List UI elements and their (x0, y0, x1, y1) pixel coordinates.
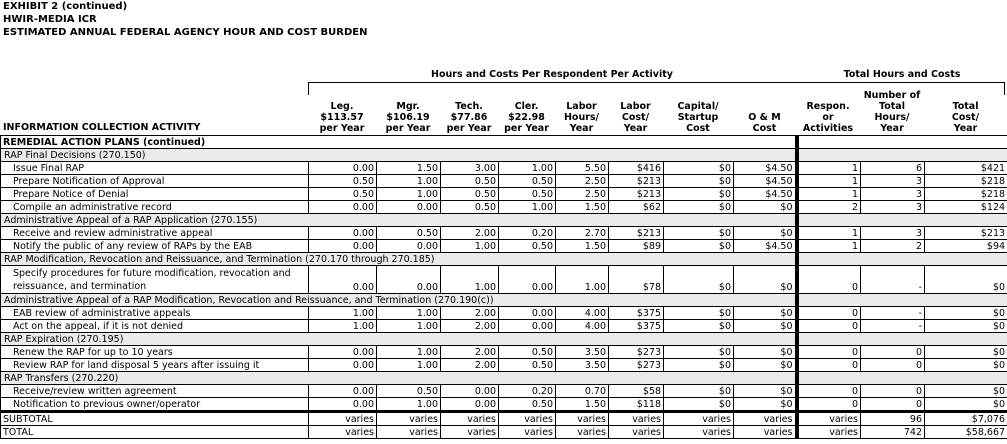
value-cell: 0.00 (377, 240, 441, 253)
value-cell: - (861, 266, 925, 294)
value-cell: 1.00 (377, 346, 441, 359)
column-header-tech (440, 84, 498, 134)
value-cell: 4.00 (556, 320, 609, 333)
value-cell: $0 (664, 227, 734, 240)
value-cell: 1.00 (556, 266, 609, 294)
value-cell: 2.00 (441, 346, 499, 359)
activity-cell: Prepare Notice of Denial (1, 188, 309, 201)
group-total: Total Hours and Costs (843, 69, 961, 80)
value-cell: varies (499, 412, 556, 426)
table-row (1, 359, 1007, 372)
value-cell: 0.20 (499, 385, 556, 398)
value-cell: $124 (925, 201, 1007, 214)
table-row (1, 320, 1007, 333)
value-cell: 3 (861, 188, 925, 201)
number-of-label: Number of (863, 90, 921, 101)
value-cell: 1.00 (441, 240, 499, 253)
value-cell: varies (664, 412, 734, 426)
table-row (1, 188, 1007, 201)
value-cell: varies (609, 412, 664, 426)
section-header-row (1, 294, 1007, 307)
section-fill (797, 214, 1007, 227)
column-header-line: or (822, 112, 834, 123)
value-cell: 96 (861, 412, 925, 426)
value-cell: 0.00 (309, 162, 377, 175)
activity-cell: TOTAL (1, 426, 309, 439)
value-cell: $0 (734, 385, 797, 398)
activity-column-header: INFORMATION COLLECTION ACTIVITY (3, 122, 201, 133)
value-cell: $4.50 (734, 188, 797, 201)
value-cell: 1.00 (309, 320, 377, 333)
value-cell: varies (734, 426, 797, 439)
value-cell: $0 (664, 175, 734, 188)
value-cell: $0 (925, 385, 1007, 398)
total-row (1, 426, 1007, 439)
value-cell: $0 (664, 398, 734, 412)
column-header-line: Cost (752, 123, 777, 134)
activity-cell: Notify the public of any review of RAPs by the EAB (1, 240, 309, 253)
exhibit-title: EXHIBIT 2 (continued) (3, 1, 128, 12)
value-cell: 4.00 (556, 307, 609, 320)
section-title: RAP Transfers (270.220) (1, 372, 797, 385)
value-cell: 5.50 (556, 162, 609, 175)
value-cell: 1.00 (499, 201, 556, 214)
column-header-line: Hours/ (563, 112, 600, 123)
value-cell: 3.50 (556, 359, 609, 372)
activity-cell: Renew the RAP for up to 10 years (1, 346, 309, 359)
value-cell: 1 (797, 240, 861, 253)
value-cell: $0 (664, 240, 734, 253)
value-cell: $4.50 (734, 240, 797, 253)
column-header-line: Tech. (455, 101, 483, 112)
section-header-row (1, 253, 1007, 266)
value-cell: 0.00 (441, 398, 499, 412)
value-cell: $0 (664, 320, 734, 333)
value-cell: 0.00 (309, 201, 377, 214)
value-cell: $0 (925, 320, 1007, 333)
section-title: Administrative Appeal of a RAP Modification, Revocation and Reissuance, and Termination (270.190(c)) (1, 294, 797, 307)
section-header-row (1, 333, 1007, 346)
value-cell: 0 (797, 385, 861, 398)
value-cell: 0.00 (309, 359, 377, 372)
value-cell: 0 (861, 385, 925, 398)
value-cell: 1 (797, 175, 861, 188)
value-cell: $0 (734, 227, 797, 240)
section-title: REMEDIAL ACTION PLANS (continued) (1, 136, 797, 149)
value-cell: 3 (861, 227, 925, 240)
value-cell: 0.00 (309, 240, 377, 253)
value-cell: varies (499, 426, 556, 439)
value-cell: $273 (609, 359, 664, 372)
value-cell: 0.50 (499, 359, 556, 372)
table-row (1, 307, 1007, 320)
value-cell: 1.50 (556, 398, 609, 412)
column-header-line: per Year (504, 123, 549, 134)
value-cell: varies (441, 426, 499, 439)
value-cell: 0.00 (309, 266, 377, 294)
value-cell: $213 (609, 188, 664, 201)
value-cell: $0 (925, 266, 1007, 294)
value-cell: $0 (734, 346, 797, 359)
value-cell: 6 (861, 162, 925, 175)
column-header-line: Activities (802, 123, 854, 134)
activity-cell: SUBTOTAL (1, 412, 309, 426)
value-cell: varies (556, 412, 609, 426)
value-cell: varies (309, 412, 377, 426)
value-cell: $213 (609, 227, 664, 240)
column-header-line: $113.57 (320, 112, 364, 123)
value-cell: 0 (797, 359, 861, 372)
value-cell: 0.50 (377, 385, 441, 398)
column-header-line: Labor (620, 101, 651, 112)
value-cell: $0 (734, 307, 797, 320)
section-title: RAP Final Decisions (270.150) (1, 149, 797, 162)
section-fill (797, 372, 1007, 385)
value-cell: 0.00 (499, 266, 556, 294)
value-cell: 3 (861, 201, 925, 214)
value-cell: $0 (664, 307, 734, 320)
value-cell: 2.70 (556, 227, 609, 240)
value-cell: $62 (609, 201, 664, 214)
value-cell: $118 (609, 398, 664, 412)
value-cell: 1 (797, 227, 861, 240)
activity-cell: Prepare Notification of Approval (1, 175, 309, 188)
value-cell: $0 (664, 385, 734, 398)
value-cell: - (861, 307, 925, 320)
value-cell: $58,667 (925, 426, 1007, 439)
value-cell: 0.00 (377, 201, 441, 214)
value-cell: $0 (925, 359, 1007, 372)
section-header-row (1, 372, 1007, 385)
value-cell: $0 (925, 398, 1007, 412)
value-cell: 2.50 (556, 188, 609, 201)
value-cell: 0.50 (309, 175, 377, 188)
value-cell: $0 (664, 359, 734, 372)
section-fill (797, 333, 1007, 346)
value-cell: $375 (609, 320, 664, 333)
value-cell: $218 (925, 175, 1007, 188)
column-header-line: Cler. (514, 101, 539, 112)
column-header-line: Respon. (806, 101, 850, 112)
column-header-line: per Year (385, 123, 431, 134)
section-title: Administrative Appeal of a RAP Application (270.155) (1, 214, 797, 227)
value-cell: $218 (925, 188, 1007, 201)
value-cell: 0.50 (377, 227, 441, 240)
column-header-mgr (376, 84, 440, 134)
column-header-cler (498, 84, 555, 134)
column-header-line: $106.19 (386, 112, 430, 123)
column-header-line: Startup (677, 112, 719, 123)
table-row (1, 240, 1007, 253)
value-cell: varies (664, 426, 734, 439)
value-cell: varies (734, 412, 797, 426)
column-header-total-cost (924, 84, 1007, 134)
table-row (1, 201, 1007, 214)
value-cell: $7,076 (925, 412, 1007, 426)
value-cell: 0.50 (309, 188, 377, 201)
column-header-leg (308, 84, 376, 134)
value-cell: 2.00 (441, 307, 499, 320)
value-cell: 0.50 (499, 398, 556, 412)
column-header-line: Cost/ (951, 112, 980, 123)
table-row (1, 266, 1007, 294)
value-cell: 2.00 (441, 359, 499, 372)
value-cell: 2.00 (441, 320, 499, 333)
column-header-line: Total (952, 101, 979, 112)
activity-cell: Issue Final RAP (1, 162, 309, 175)
value-cell: - (861, 320, 925, 333)
value-cell: 1.00 (309, 307, 377, 320)
value-cell: $213 (609, 175, 664, 188)
value-cell: 1.00 (377, 307, 441, 320)
subtotal-row (1, 412, 1007, 426)
value-cell: 1.00 (377, 188, 441, 201)
value-cell: 0.50 (441, 188, 499, 201)
column-header-line: $77.86 (450, 112, 488, 123)
value-cell: 2 (861, 240, 925, 253)
value-cell: $4.50 (734, 175, 797, 188)
column-header-total-hours (860, 84, 924, 134)
table-row (1, 175, 1007, 188)
column-header-line: Hours/ (874, 112, 910, 123)
icr-title: HWIR-MEDIA ICR (3, 14, 97, 25)
column-header-line: Leg. (330, 101, 354, 112)
column-header-labor-hours (555, 84, 608, 134)
value-cell: $89 (609, 240, 664, 253)
value-cell: 1.50 (556, 240, 609, 253)
value-cell: 1.00 (377, 359, 441, 372)
value-cell: 742 (861, 426, 925, 439)
activity-cell: Specify procedures for future modification, revocation and reissuance, and termination (1, 266, 309, 294)
activity-cell: Act on the appeal, if it is not denied (1, 320, 309, 333)
value-cell: 1.50 (556, 201, 609, 214)
value-cell: 1 (797, 162, 861, 175)
column-header-line: Labor (566, 101, 597, 112)
value-cell: $0 (664, 162, 734, 175)
column-header-labor-cost (608, 84, 663, 134)
activity-cell: Notification to previous owner/operator (1, 398, 309, 412)
value-cell: 2 (797, 201, 861, 214)
value-cell: 0.00 (309, 227, 377, 240)
value-cell: 0.00 (309, 398, 377, 412)
group-per-activity: Hours and Costs Per Respondent Per Activity (431, 69, 673, 80)
value-cell: 0.70 (556, 385, 609, 398)
value-cell: $0 (734, 320, 797, 333)
activity-cell: Receive/review written agreement (1, 385, 309, 398)
column-header-line: O & M (748, 112, 781, 123)
section-title: RAP Modification, Revocation and Reissuance, and Termination (270.170 through 270.185) (1, 253, 797, 266)
value-cell: 0.20 (499, 227, 556, 240)
value-cell: 3 (861, 175, 925, 188)
value-cell: $0 (925, 346, 1007, 359)
value-cell: 0.50 (441, 201, 499, 214)
value-cell: $58 (609, 385, 664, 398)
value-cell: 1.00 (377, 398, 441, 412)
section-fill (797, 253, 1007, 266)
value-cell: $416 (609, 162, 664, 175)
column-header-line: Year (880, 123, 904, 134)
activity-cell: EAB review of administrative appeals (1, 307, 309, 320)
value-cell: 0.00 (441, 385, 499, 398)
value-cell: 0.50 (499, 240, 556, 253)
value-cell: $213 (925, 227, 1007, 240)
value-cell: 0.50 (499, 346, 556, 359)
value-cell: 0 (861, 346, 925, 359)
column-header-line: $22.98 (508, 112, 545, 123)
column-header-line: per Year (319, 123, 365, 134)
section-header-row (1, 214, 1007, 227)
value-cell: 0 (797, 398, 861, 412)
value-cell: 1.00 (441, 266, 499, 294)
value-cell: 0 (861, 359, 925, 372)
value-cell: varies (377, 412, 441, 426)
section-fill (797, 294, 1007, 307)
value-cell: 0.00 (309, 385, 377, 398)
value-cell: 0 (861, 398, 925, 412)
value-cell: 2.00 (441, 227, 499, 240)
column-header-capital (663, 84, 733, 134)
value-cell: 3.00 (441, 162, 499, 175)
value-cell: 0.50 (499, 188, 556, 201)
value-cell: $0 (664, 266, 734, 294)
value-cell: varies (797, 412, 861, 426)
value-cell: 0.00 (377, 266, 441, 294)
column-header-respon (796, 84, 860, 134)
table-row (1, 227, 1007, 240)
value-cell: varies (309, 426, 377, 439)
value-cell: varies (556, 426, 609, 439)
value-cell: 1.00 (499, 162, 556, 175)
value-cell: 0.50 (499, 175, 556, 188)
value-cell: varies (377, 426, 441, 439)
value-cell: $421 (925, 162, 1007, 175)
value-cell: $0 (925, 307, 1007, 320)
value-cell: 0.00 (499, 307, 556, 320)
value-cell: 0.00 (499, 320, 556, 333)
section-title: RAP Expiration (270.195) (1, 333, 797, 346)
activity-cell: Receive and review administrative appeal (1, 227, 309, 240)
column-header-line: Year (623, 123, 648, 134)
section-fill (797, 136, 1007, 149)
activity-cell: Review RAP for land disposal 5 years after issuing it (1, 359, 309, 372)
value-cell: $0 (734, 201, 797, 214)
value-cell: 0 (797, 307, 861, 320)
burden-title: ESTIMATED ANNUAL FEDERAL AGENCY HOUR AND COST BURDEN (3, 27, 368, 38)
column-header-line: per Year (446, 123, 492, 134)
column-header-line: Total (879, 101, 905, 112)
column-header-line: Year (569, 123, 594, 134)
value-cell: $4.50 (734, 162, 797, 175)
value-cell: 0.50 (441, 175, 499, 188)
value-cell: varies (797, 426, 861, 439)
value-cell: $273 (609, 346, 664, 359)
value-cell: 0 (797, 346, 861, 359)
value-cell: 0 (797, 320, 861, 333)
value-cell: 2.50 (556, 175, 609, 188)
section-fill (797, 149, 1007, 162)
column-header-line: Mgr. (396, 101, 420, 112)
value-cell: 1 (797, 188, 861, 201)
value-cell: 1.50 (377, 162, 441, 175)
value-cell: 3.50 (556, 346, 609, 359)
value-cell: 1.00 (377, 320, 441, 333)
column-header-line: Capital/ (677, 101, 719, 112)
value-cell: 0 (797, 266, 861, 294)
column-header-line: Cost/ (621, 112, 650, 123)
section-header-row (1, 149, 1007, 162)
column-header-om (733, 84, 796, 134)
value-cell: 1.00 (377, 175, 441, 188)
value-cell: varies (609, 426, 664, 439)
table-row (1, 385, 1007, 398)
title-row (1, 136, 1007, 149)
value-cell: $0 (664, 188, 734, 201)
table-row (1, 398, 1007, 412)
value-cell: $0 (664, 346, 734, 359)
burden-table (0, 135, 1007, 439)
table-row (1, 162, 1007, 175)
value-cell: 0.00 (309, 346, 377, 359)
value-cell: varies (441, 412, 499, 426)
value-cell: $94 (925, 240, 1007, 253)
value-cell: $0 (734, 359, 797, 372)
value-cell: $375 (609, 307, 664, 320)
column-header-line: Year (953, 123, 978, 134)
value-cell: $0 (664, 201, 734, 214)
activity-cell: Compile an administrative record (1, 201, 309, 214)
value-cell: $0 (734, 398, 797, 412)
value-cell: $78 (609, 266, 664, 294)
table-row (1, 346, 1007, 359)
value-cell: $0 (734, 266, 797, 294)
column-header-line: Cost (686, 123, 710, 134)
